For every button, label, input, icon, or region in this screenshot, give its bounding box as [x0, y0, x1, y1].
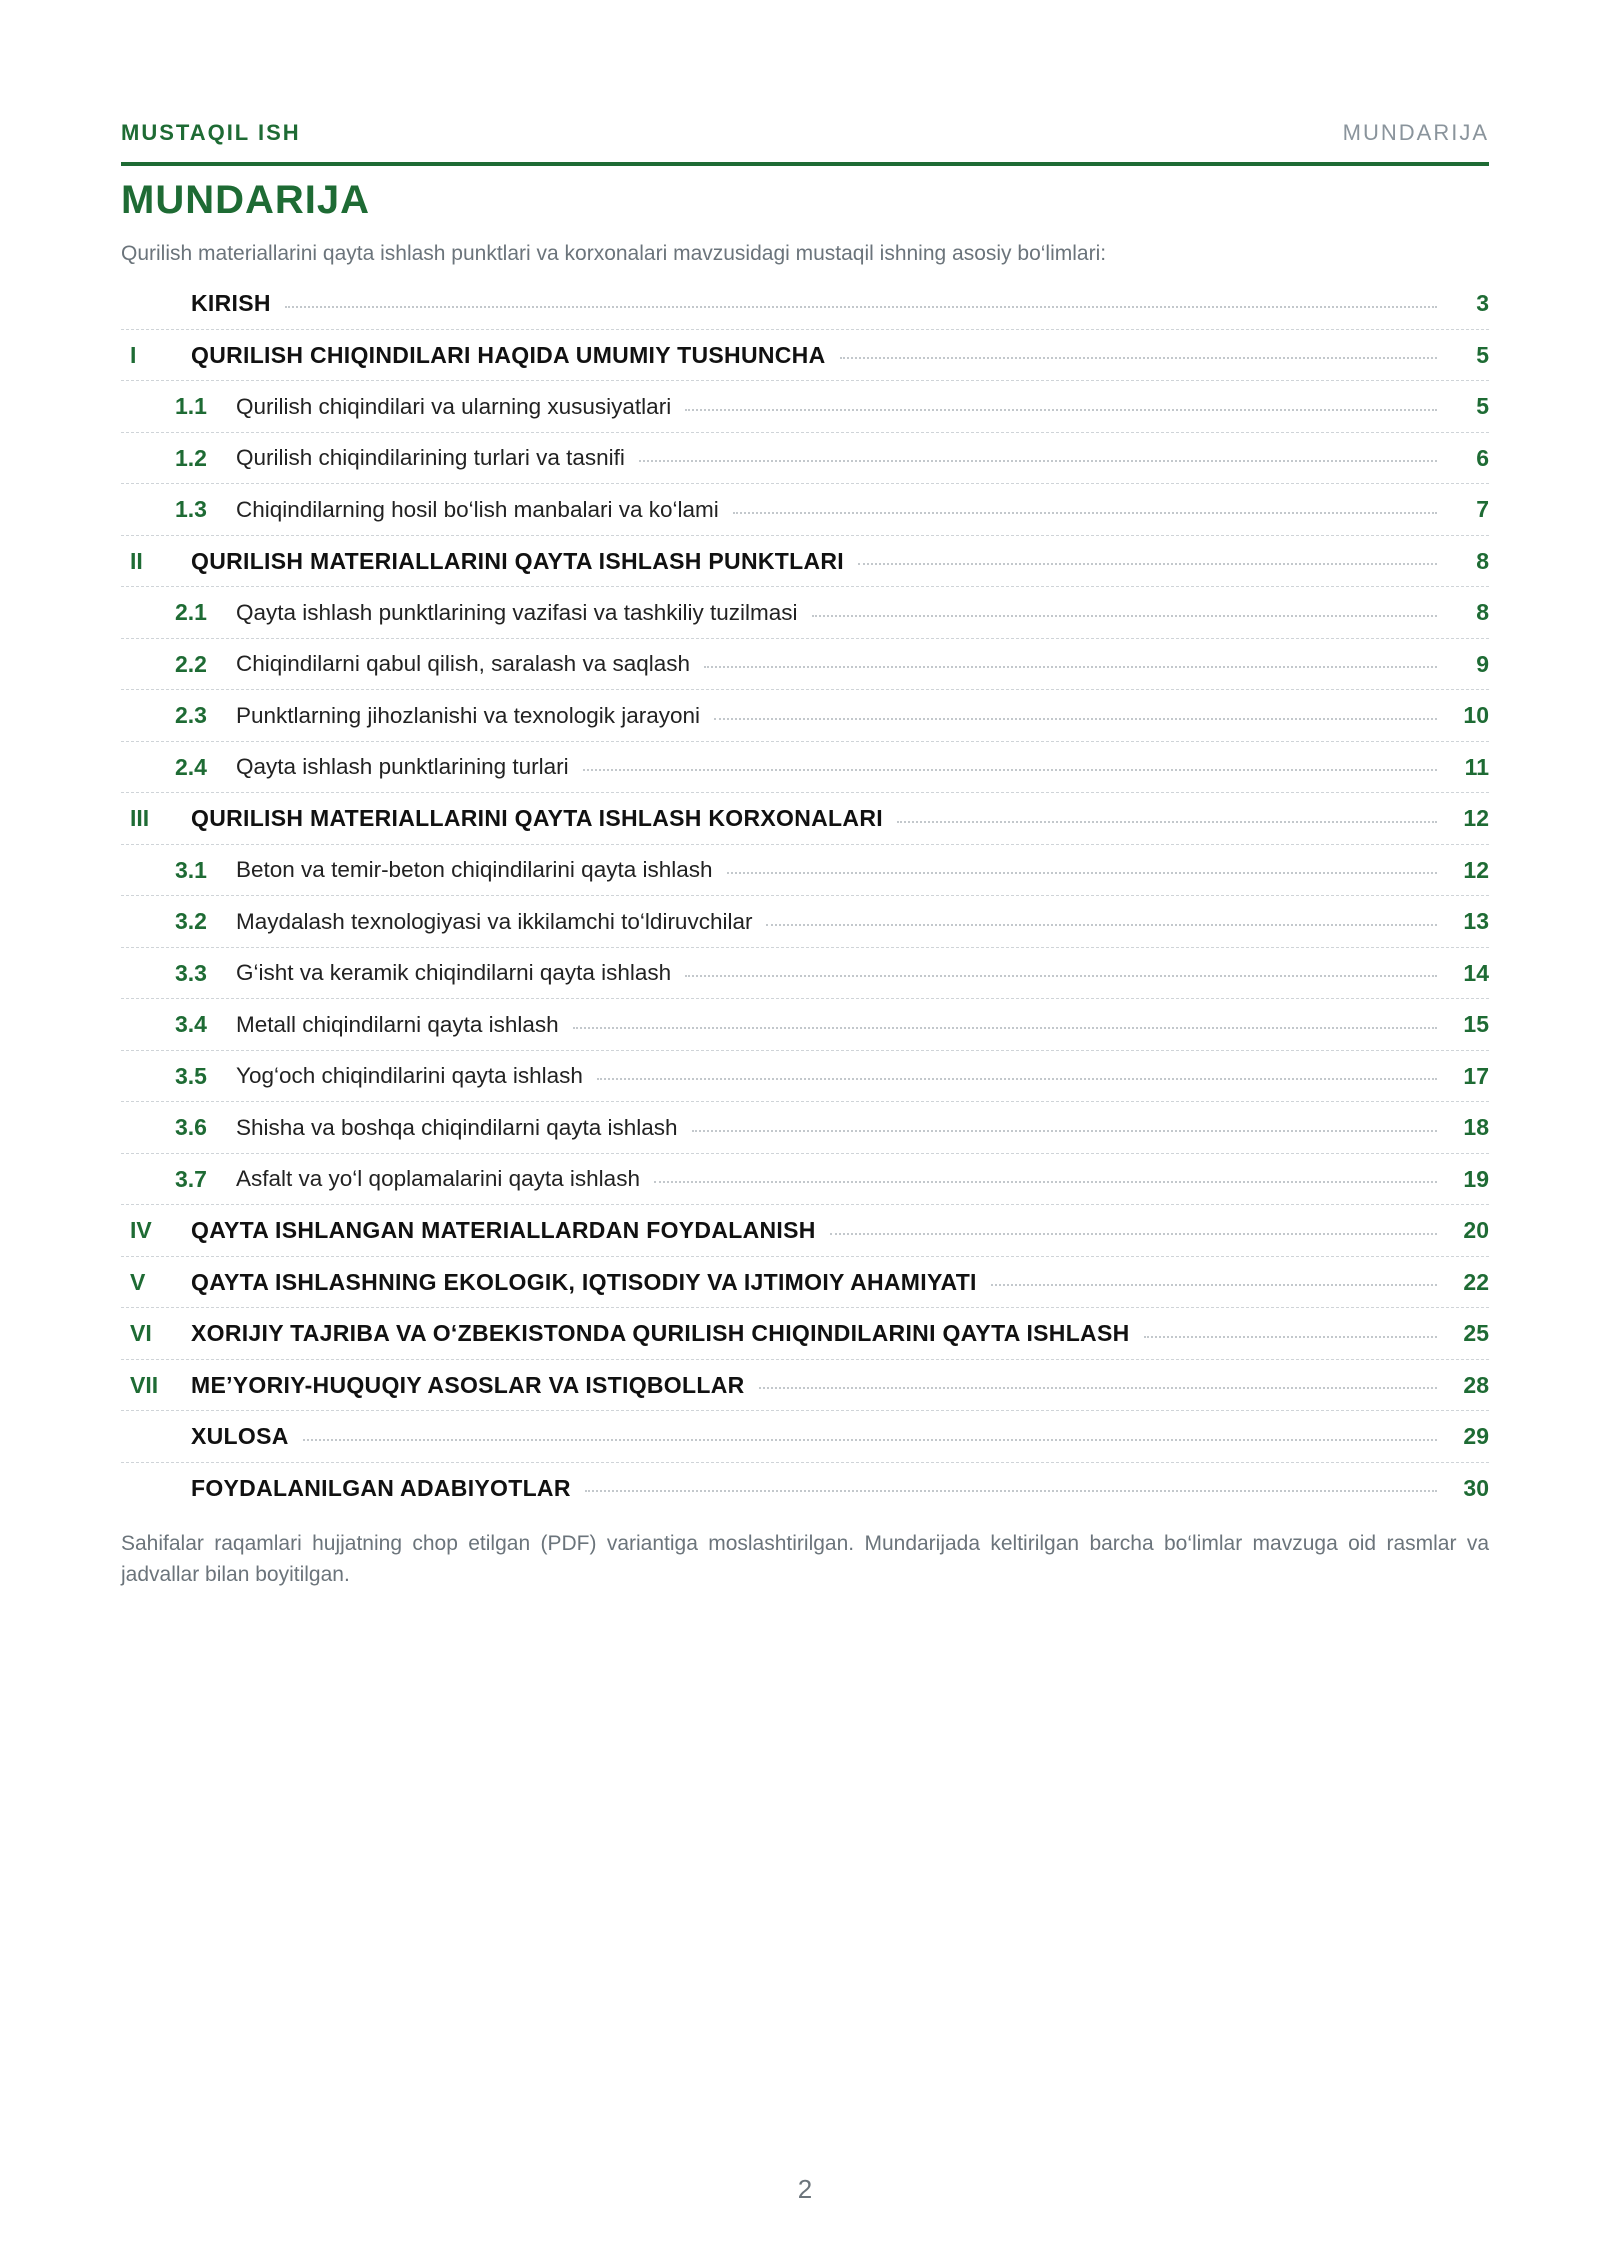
toc-entry-page: 11	[1464, 753, 1489, 780]
toc-entry[interactable]	[121, 690, 1489, 742]
toc-entry-number: I	[130, 341, 137, 368]
header-left-label: MUSTAQIL ISH	[121, 120, 301, 145]
dot-leader	[714, 718, 1437, 720]
toc-entry[interactable]	[121, 639, 1489, 691]
toc-entry-line	[236, 1051, 1489, 1102]
toc-entry-number: 1.1	[175, 393, 207, 419]
toc-entry[interactable]	[121, 1308, 1489, 1360]
toc-entry[interactable]	[121, 896, 1489, 948]
toc-entry-label: Qayta ishlash punktlarining vazifasi va tashkiliy tuzilmasi	[236, 599, 798, 625]
toc-entry-page: 12	[1463, 856, 1489, 883]
toc-entry-label: KIRISH	[191, 290, 271, 316]
page-title: MUNDARIJA	[121, 178, 370, 222]
toc-entry-label: QAYTA ISHLANGAN MATERIALLARDAN FOYDALANISH	[191, 1217, 816, 1243]
toc-entry[interactable]	[121, 999, 1489, 1051]
toc-entry-label: Qayta ishlash punktlarining turlari	[236, 754, 569, 779]
toc-entry-page: 7	[1476, 496, 1489, 522]
footnote-text: Sahifalar raqamlari hujjatning chop etilgan (PDF) variantiga moslashtirilgan. Mundarijada keltirilgan barcha bo‘limlar mavzuga oid rasmlar va jadvallar bilan boyitilgan.	[121, 1532, 1489, 1586]
toc-entry-label: Qurilish chiqindilarining turlari va tasnifi	[236, 445, 625, 470]
dot-leader	[585, 1490, 1437, 1492]
toc-entry[interactable]	[121, 587, 1489, 639]
toc-entry-number: 3.5	[175, 1062, 207, 1089]
toc-entry-line	[236, 690, 1489, 741]
toc-entry-line	[236, 896, 1489, 947]
toc-entry-page: 22	[1463, 1268, 1489, 1295]
toc-entry[interactable]	[121, 1360, 1489, 1412]
toc-entry-line	[236, 742, 1489, 793]
toc-entry-line	[236, 484, 1489, 535]
dot-leader	[759, 1387, 1437, 1389]
toc-entry-label: Maydalash texnologiyasi va ikkilamchi to‘ldiruvchilar	[236, 908, 753, 934]
dot-leader	[303, 1439, 1437, 1441]
toc-entry-label: QURILISH MATERIALLARINI QAYTA ISHLASH PUNKTLARI	[191, 547, 844, 574]
toc-entry-line	[191, 1411, 1489, 1462]
toc-entry[interactable]	[121, 1257, 1489, 1309]
toc-entry-line	[191, 1257, 1489, 1308]
toc-entry-label: XORIJIY TAJRIBA VA O‘ZBEKISTONDA QURILISH CHIQINDILARINI QAYTA ISHLASH	[191, 1320, 1130, 1346]
toc-entry-number: 3.1	[175, 856, 207, 883]
dot-leader	[692, 1130, 1437, 1132]
toc-entry-number: IV	[130, 1217, 152, 1243]
toc-entry-number: 3.7	[175, 1165, 207, 1192]
toc-entry-line	[236, 1154, 1489, 1205]
toc-entry[interactable]	[121, 536, 1489, 588]
toc-entry-line	[191, 1205, 1489, 1256]
toc-entry[interactable]	[121, 1205, 1489, 1257]
toc-entry[interactable]	[121, 1154, 1489, 1206]
toc-entry-number: 2.2	[175, 650, 207, 677]
dot-leader	[858, 563, 1437, 565]
toc-entry-line	[236, 587, 1489, 638]
toc-entry-number: 3.2	[175, 908, 207, 934]
dot-leader	[285, 306, 1437, 308]
toc-entry-number: 2.4	[175, 753, 207, 780]
toc-entry-label: Asfalt va yo‘l qoplamalarini qayta ishlash	[236, 1166, 640, 1191]
toc-entry-page: 19	[1463, 1165, 1489, 1192]
toc-entry-label: ME’YORIY-HUQUQIY ASOSLAR VA ISTIQBOLLAR	[191, 1371, 745, 1398]
table-of-contents	[121, 278, 1489, 1514]
toc-entry-number: V	[130, 1268, 146, 1295]
toc-entry-page: 15	[1463, 1011, 1489, 1037]
toc-entry-page: 29	[1463, 1423, 1489, 1449]
dot-leader	[639, 460, 1437, 462]
toc-entry[interactable]	[121, 845, 1489, 897]
toc-entry-label: Beton va temir-beton chiqindilarini qayta ishlash	[236, 857, 713, 882]
intro-text: Qurilish materiallarini qayta ishlash punktlari va korxonalari mavzusidagi mustaqil ishning asosiy bo‘limlari:	[121, 242, 1107, 265]
toc-entry[interactable]	[121, 793, 1489, 845]
toc-entry-line	[191, 536, 1489, 587]
toc-entry-number: VII	[130, 1371, 159, 1398]
toc-entry-page: 28	[1463, 1371, 1489, 1398]
toc-entry[interactable]	[121, 1051, 1489, 1103]
toc-entry-number: III	[130, 805, 150, 831]
dot-leader	[685, 409, 1437, 411]
toc-entry-number: II	[130, 547, 143, 574]
toc-entry-page: 3	[1476, 290, 1489, 316]
dot-leader	[812, 615, 1438, 617]
toc-entry-page: 18	[1463, 1114, 1489, 1140]
dot-leader	[840, 357, 1438, 359]
toc-entry-page: 6	[1476, 444, 1489, 471]
toc-entry[interactable]	[121, 433, 1489, 485]
toc-entry-line	[236, 1102, 1489, 1153]
toc-entry-number: VI	[130, 1320, 152, 1346]
toc-entry-label: XULOSA	[191, 1423, 289, 1449]
toc-entry-label: QAYTA ISHLASHNING EKOLOGIK, IQTISODIY VA IJTIMOIY AHAMIYATI	[191, 1268, 977, 1295]
toc-entry-page: 12	[1463, 805, 1489, 831]
toc-entry-number: 2.3	[175, 702, 207, 728]
toc-entry-label: Punktlarning jihozlanishi va texnologik jarayoni	[236, 702, 701, 728]
toc-entry-line	[191, 330, 1489, 381]
toc-entry[interactable]	[121, 1463, 1489, 1515]
dot-leader	[704, 666, 1437, 668]
toc-entry-line	[236, 845, 1489, 896]
dot-leader	[727, 872, 1437, 874]
toc-entry-page: 10	[1463, 702, 1489, 728]
toc-entry-line	[191, 793, 1489, 844]
dot-leader	[685, 975, 1437, 977]
toc-entry-label: FOYDALANILGAN ADABIYOTLAR	[191, 1474, 571, 1501]
toc-entry-line	[236, 433, 1489, 484]
toc-entry-number: 2.1	[175, 599, 207, 625]
header-right-label: MUNDARIJA	[1342, 120, 1489, 145]
toc-entry-page: 9	[1476, 650, 1489, 677]
toc-entry[interactable]	[121, 278, 1489, 330]
toc-entry-label: Qurilish chiqindilari va ularning xususiyatlari	[236, 393, 672, 419]
toc-entry-label: Chiqindilarning hosil bo‘lish manbalari va ko‘lami	[236, 496, 719, 522]
toc-entry-line	[191, 1308, 1489, 1359]
toc-entry-label: QURILISH MATERIALLARINI QAYTA ISHLASH KORXONALARI	[191, 805, 883, 831]
toc-entry-label: Yog‘och chiqindilarini qayta ishlash	[236, 1063, 583, 1088]
toc-entry-number: 1.2	[175, 444, 207, 471]
dot-leader	[733, 512, 1437, 514]
toc-entry[interactable]	[121, 1411, 1489, 1463]
page-header	[121, 120, 1489, 166]
toc-entry-number: 3.3	[175, 959, 207, 986]
toc-entry-page: 25	[1463, 1320, 1489, 1346]
dot-leader	[597, 1078, 1437, 1080]
dot-leader	[1144, 1336, 1437, 1338]
toc-entry-page: 13	[1463, 908, 1489, 934]
toc-entry-line	[191, 1463, 1489, 1514]
toc-entry-number: 3.4	[175, 1011, 207, 1037]
dot-leader	[766, 924, 1437, 926]
toc-entry-page: 8	[1476, 547, 1489, 574]
toc-entry[interactable]	[121, 330, 1489, 382]
dot-leader	[991, 1284, 1437, 1286]
dot-leader	[654, 1181, 1437, 1183]
toc-entry-label: Metall chiqindilarni qayta ishlash	[236, 1011, 559, 1037]
toc-entry[interactable]	[121, 1102, 1489, 1154]
toc-entry-number: 3.6	[175, 1114, 207, 1140]
toc-entry-page: 5	[1476, 393, 1489, 419]
dot-leader	[573, 1027, 1437, 1029]
toc-entry-line	[191, 278, 1489, 329]
toc-entry-label: Chiqindilarni qabul qilish, saralash va saqlash	[236, 651, 691, 676]
toc-entry-line	[236, 999, 1489, 1050]
dot-leader	[583, 769, 1437, 771]
toc-entry-line	[236, 381, 1489, 432]
dot-leader	[830, 1233, 1437, 1235]
toc-entry[interactable]	[121, 484, 1489, 536]
toc-entry[interactable]	[121, 381, 1489, 433]
toc-entry-page: 5	[1476, 341, 1489, 368]
page-number: 2	[797, 2174, 813, 2204]
toc-entry-page: 20	[1463, 1217, 1489, 1243]
toc-entry-page: 30	[1463, 1474, 1489, 1501]
toc-entry[interactable]	[121, 742, 1489, 794]
toc-entry-label: G‘isht va keramik chiqindilarni qayta ishlash	[236, 960, 672, 985]
dot-leader	[897, 821, 1437, 823]
toc-entry-line	[191, 1360, 1489, 1411]
toc-entry-line	[236, 948, 1489, 999]
toc-entry-page: 17	[1463, 1062, 1489, 1089]
toc-entry[interactable]	[121, 948, 1489, 1000]
toc-entry-page: 8	[1476, 599, 1489, 625]
toc-entry-line	[236, 639, 1489, 690]
toc-entry-page: 14	[1463, 959, 1489, 986]
toc-entry-number: 1.3	[175, 496, 207, 522]
toc-entry-label: Shisha va boshqa chiqindilarni qayta ishlash	[236, 1114, 678, 1140]
toc-entry-label: QURILISH CHIQINDILARI HAQIDA UMUMIY TUSHUNCHA	[191, 341, 826, 368]
